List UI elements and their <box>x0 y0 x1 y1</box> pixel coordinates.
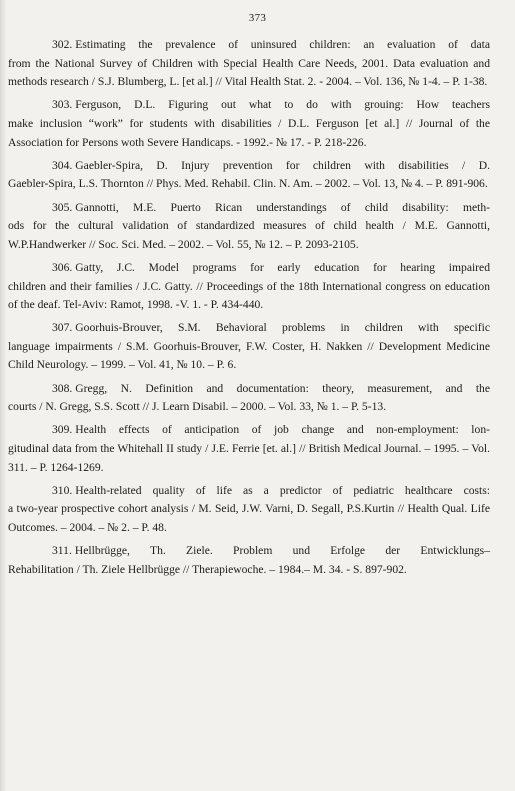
reference-text-continuation: Gaebler-Spira, L.S. Thornton // Phys. Med. Rehabil. Clin. N. Am. – 2002. – Vol. 13, № 4. – P. 891-906. <box>8 177 488 191</box>
reference-number: 305. <box>52 200 73 214</box>
reference-text-continuation: Rehabilitation / Th. Ziele Hellbrügge // Therapiewoche. – 1984.– M. 34. - S. 897-902. <box>8 562 407 576</box>
reference-entry <box>8 96 490 152</box>
reference-entry <box>8 36 490 92</box>
reference-text-continuation: gitudinal data from the Whitehall II study / J.E. Ferrie [et. al.] // British Medical Journal. – 1995. – Vol. 311. – P. 1264-1269. <box>8 442 490 474</box>
reference-number: 308. <box>52 381 73 395</box>
reference-number: 306. <box>52 260 73 274</box>
reference-text-continuation: ods for the cultural validation of standardized measures of child health / M.E. Gannotti, W.P.Handwerker // Soc. Sci. Med. – 2002. – Vol. 55, № 12. – P. 2093-2105. <box>8 219 490 251</box>
reference-text-continuation: children and their families / J.C. Gatty. // Proceedings of the 18th International congress on education of the deaf. Tel-Aviv: Ramot, 1998. -V. 1. - P. 434-440. <box>8 279 490 312</box>
reference-entry <box>8 421 490 477</box>
reference-entry <box>8 157 490 194</box>
reference-entry <box>8 319 490 375</box>
reference-number: 307. <box>52 321 73 335</box>
reference-text-continuation: a two-year prospective cohort analysis / M. Seid, J.W. Varni, D. Segall, P.S.Kurtin // Health Qual. Life Outcomes. – 2004. – № 2. – P. 48. <box>8 502 490 534</box>
reference-text-first-line: Health effects of anticipation of job change and non-employment: lon- <box>75 423 490 437</box>
reference-number: 309. <box>52 423 73 437</box>
reference-number: 311. <box>52 544 72 558</box>
reference-text-first-line: Goorhuis-Brouver, S.M. Behavioral problems in children with specific <box>75 321 490 335</box>
reference-text-first-line: Gannotti, M.E. Puerto Rican understandings of child disability: meth- <box>75 200 490 214</box>
scan-edge-shadow <box>0 0 6 791</box>
reference-text-first-line: Ferguson, D.L. Figuring out what to do with grouing: How teachers <box>75 98 490 112</box>
reference-number: 304. <box>52 158 73 172</box>
reference-entry <box>8 482 490 538</box>
reference-number: 310. <box>52 483 73 497</box>
reference-entry <box>8 542 490 579</box>
reference-entry <box>8 259 490 315</box>
reference-text-first-line: Estimating the prevalence of uninsured children: an evaluation of data <box>75 38 490 51</box>
reference-entry <box>8 199 490 255</box>
reference-text-continuation: language impairments / S.M. Goorhuis-Brouver, F.W. Coster, H. Nakken // Development Medicine Child Neurology. – 1999. – Vol. 41, № 10. – P. 6. <box>8 339 490 372</box>
reference-number: 302. <box>52 38 73 51</box>
reference-text-continuation: make inclusion “work” for students with disabilities / D.L. Ferguson [et al.] // Journal of the Association for Persons woth Severe Handicaps. - 1992.- № 17. - P. 218-226. <box>8 116 490 149</box>
page-number: 373 <box>248 12 267 24</box>
reference-text-first-line: Hellbrügge, Th. Ziele. Problem und Erfolge der Entwicklungs– <box>74 544 490 558</box>
reference-text-first-line: Gatty, J.C. Model programs for early education for hearing impaired <box>75 260 490 274</box>
reference-text-first-line: Gregg, N. Definition and documentation: theory, measurement, and the <box>75 381 490 395</box>
reference-list <box>8 36 490 584</box>
reference-number: 303. <box>52 98 73 112</box>
reference-entry <box>8 380 490 417</box>
reference-text-first-line: Health-related quality of life as a predictor of pediatric healthcare costs: <box>75 483 490 497</box>
reference-text-continuation: courts / N. Gregg, S.S. Scott // J. Learn Disabil. – 2000. – Vol. 33, № 1. – P. 5-13. <box>8 400 387 414</box>
reference-text-continuation: from the National Survey of Children with Special Health Care Needs, 2001. Data evaluation and methods research / S.J. Blumberg, L. [et al.] // Vital Health Stat. 2. - 2004. – Vol. 136, № 1-4. – P. 1-38. <box>8 56 490 89</box>
reference-text-first-line: Gaebler-Spira, D. Injury prevention for children with disabilities / D. <box>75 158 490 172</box>
